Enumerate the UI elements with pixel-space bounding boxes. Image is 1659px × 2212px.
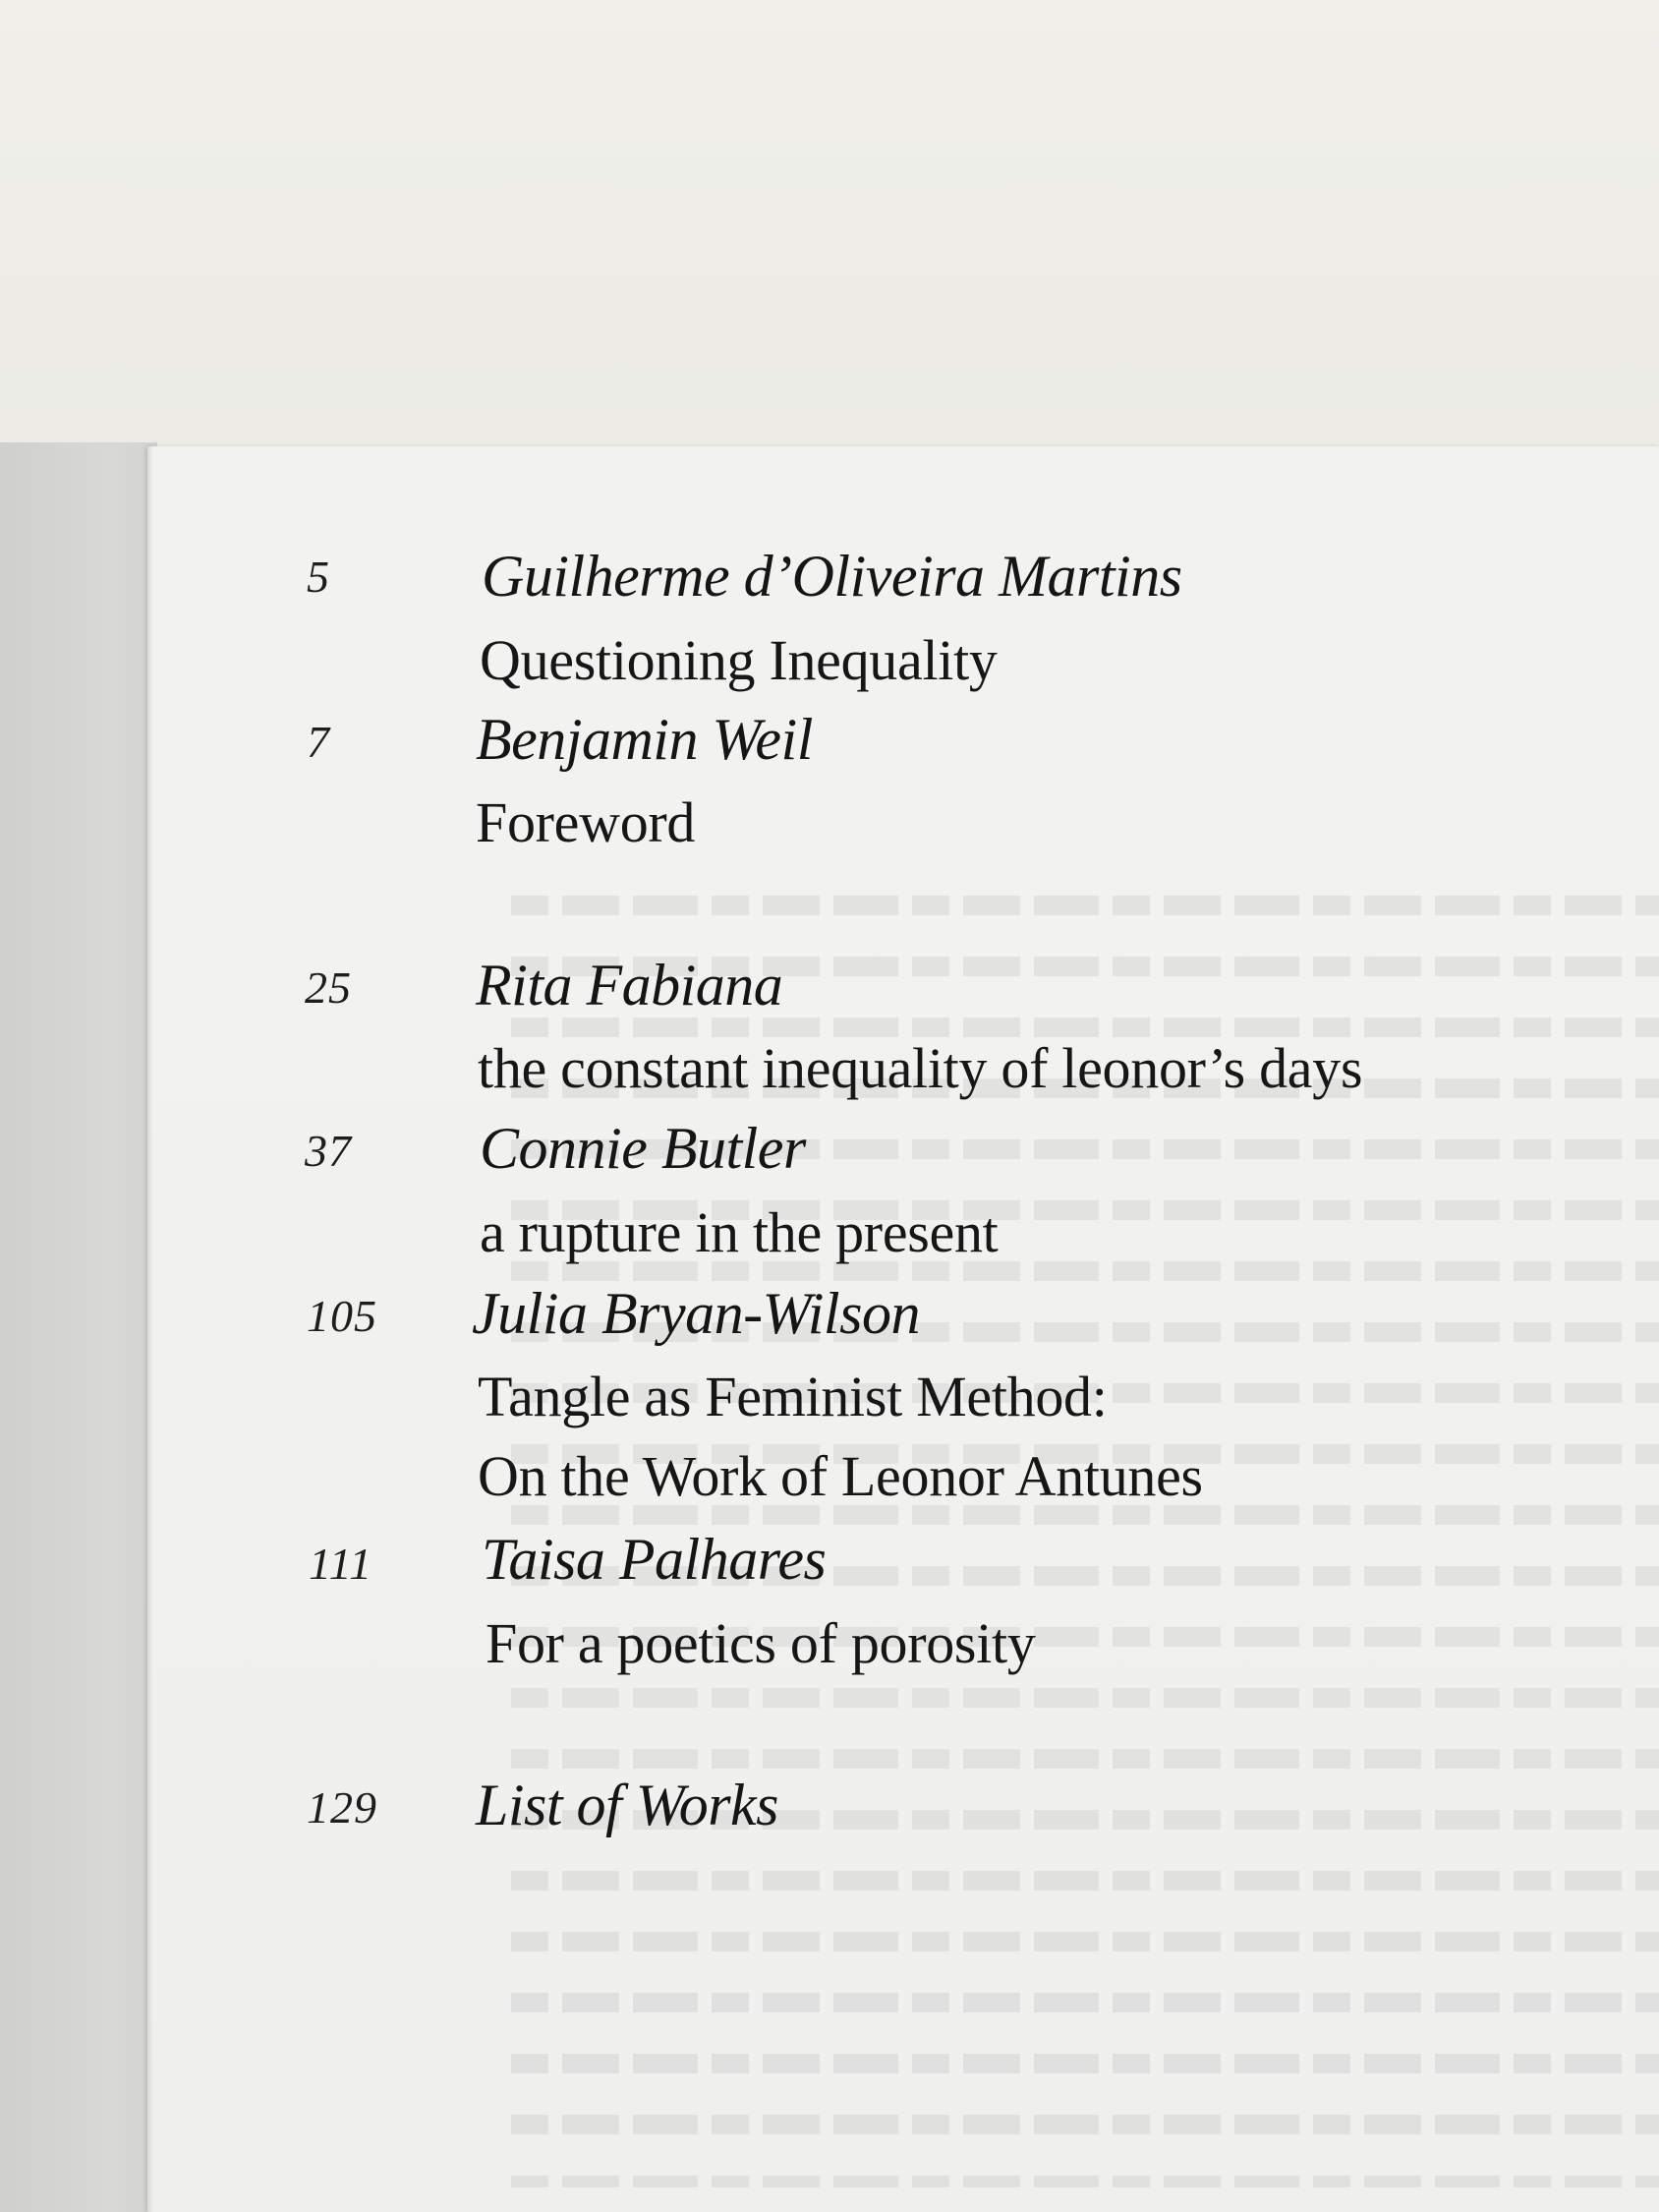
toc-title: the constant inequality of leonor’s days [478,1036,1363,1100]
toc-page-number: 105 [307,1291,377,1341]
toc-title: a rupture in the present [480,1200,999,1264]
toc-author: Julia Bryan-Wilson [472,1281,920,1346]
toc-author: Rita Fabiana [476,953,783,1018]
toc-page-number: 5 [307,552,330,602]
toc-author: Guilherme d’Oliveira Martins [482,544,1182,609]
toc-author: Connie Butler [480,1116,806,1181]
toc-page-number: 129 [307,1782,377,1833]
toc-page-number: 7 [307,717,330,767]
toc-title: On the Work of Leonor Antunes [478,1444,1203,1508]
toc-title: Questioning Inequality [480,628,998,692]
toc-page-number: 37 [305,1126,352,1176]
toc-author: Benjamin Weil [476,707,813,772]
toc-title: Foreword [476,790,696,854]
toc-author: List of Works [476,1773,779,1837]
toc-title: Tangle as Feminist Method: [478,1365,1108,1428]
toc-title: For a poetics of porosity [486,1611,1036,1675]
toc-page-number: 25 [305,962,352,1013]
toc-author: Taisa Palhares [482,1527,827,1592]
toc-page-number: 111 [309,1539,373,1589]
